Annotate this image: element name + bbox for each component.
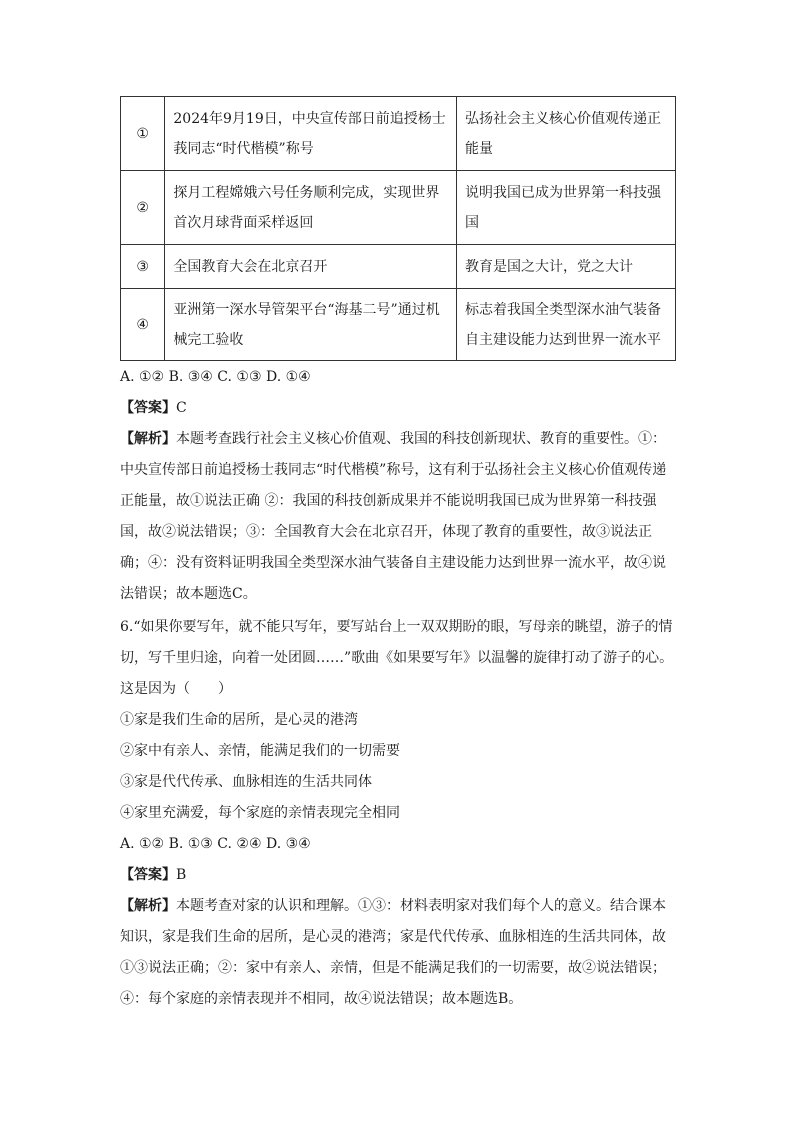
answer-value: B: [176, 867, 187, 883]
question-table: [120, 96, 676, 361]
row-meaning: 教育是国之大计，党之大计: [457, 245, 676, 289]
question-6: [120, 612, 676, 1015]
question-6-options: A. ①② B. ①③ C. ②④ D. ③④: [120, 836, 311, 852]
row-event: 亚洲第一深水导管架平台“海基二号”通过机械完工验收: [165, 289, 457, 361]
question-6-item: ②家中有亲人、亲情，能满足我们的一切需要: [120, 743, 400, 759]
row-number: ③: [121, 245, 165, 289]
row-number: ④: [121, 289, 165, 361]
answer-value: C: [176, 400, 187, 416]
row-number: ②: [121, 171, 165, 245]
table-row: [121, 289, 676, 361]
question-5-solution: [120, 362, 676, 610]
analysis-text: 本题考查践行社会主义核心价值观、我国的科技创新现状、教育的重要性。①：中央宣传部日前追授杨士莪同志“时代楷模”称号，这有利于弘扬社会主义核心价值观传递正能量，故①说法正确 ②：我国的科技创新成果并不能说明我国已成为世界第一科技强国，故②说法错误；③：全国教育大会在北京召开，体现了教育的重要性，故③说法正确；④：没有资料证明我国全类型深水油气装备自主建设能力达到世界一流水平，故④说法错误；故本题选C。: [120, 431, 667, 602]
answer-label: 【答案】: [120, 867, 176, 883]
question-6-analysis: [120, 891, 676, 1015]
question-5-options: A. ①② B. ③④ C. ①③ D. ①④: [120, 369, 311, 385]
analysis-label: 【解析】: [120, 898, 176, 914]
analysis-text: 本题考查对家的认识和理解。①③：材料表明家对我们每个人的意义。结合课本知识，家是我们生命的居所，是心灵的港湾；家是代代传承、血脉相连的生活共同体，故①③说法正确；②：家中有亲人、亲情，但是不能满足我们的一切需要，故②说法错误；④：每个家庭的亲情表现并不相同，故④说法错误；故本题选B。: [120, 898, 666, 1007]
question-6-item: ①家是我们生命的居所，是心灵的港湾: [120, 712, 358, 728]
table-row: [121, 171, 676, 245]
analysis-label: 【解析】: [120, 431, 176, 447]
row-event: 2024年9月19日，中央宣传部日前追授杨士莪同志“时代楷模”称号: [165, 97, 457, 171]
table-row: [121, 245, 676, 289]
table-row: [121, 97, 676, 171]
row-event: 全国教育大会在北京召开: [165, 245, 457, 289]
answer-label: 【答案】: [120, 400, 176, 416]
question-6-item: ③家是代代传承、血脉相连的生活共同体: [120, 774, 372, 790]
question-6-answer: [120, 860, 676, 891]
row-meaning: 弘扬社会主义核心价值观传递正能量: [457, 97, 676, 171]
row-number: ①: [121, 97, 165, 171]
question-5-answer: [120, 393, 676, 424]
row-meaning: 说明我国已成为世界第一科技强国: [457, 171, 676, 245]
question-5-analysis: [120, 424, 676, 610]
question-6-item: ④家里充满爱，每个家庭的亲情表现完全相同: [120, 805, 400, 821]
row-event: 探月工程嫦娥六号任务顺利完成，实现世界首次月球背面采样返回: [165, 171, 457, 245]
question-6-stem: 6.“如果你要写年，就不能只写年，要写站台上一双双期盼的眼，写母亲的眺望，游子的情切，写千里归途，向着一处团圆……”歌曲《如果要写年》以温馨的旋律打动了游子的心。这是因为（ ）: [120, 619, 674, 697]
row-meaning: 标志着我国全类型深水油气装备自主建设能力达到世界一流水平: [457, 289, 676, 361]
